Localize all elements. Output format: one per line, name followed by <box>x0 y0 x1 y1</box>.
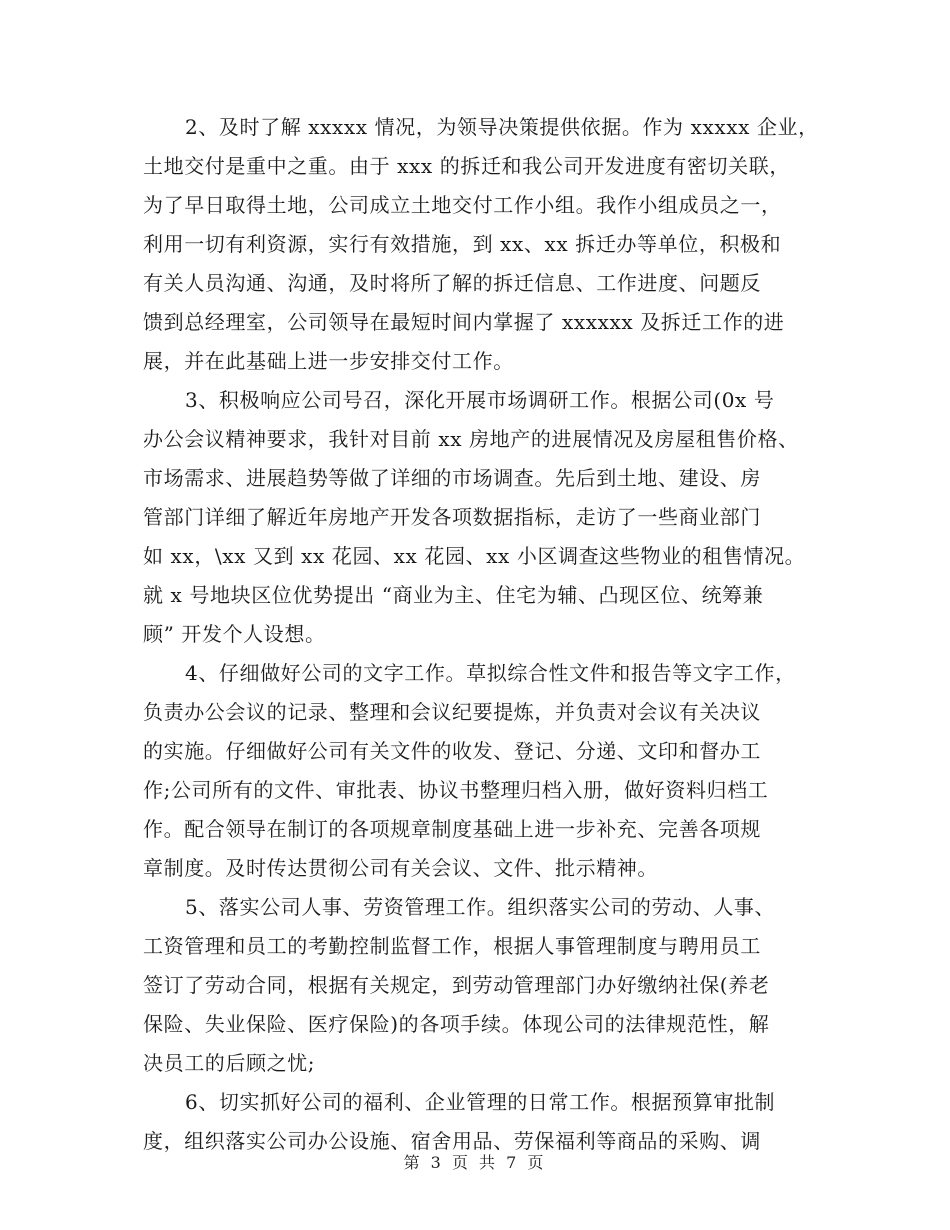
paragraph-line: 2、及时了解 xxxxx 情况，为领导决策提供依据。作为 xxxxx 企业， <box>185 115 819 139</box>
paragraph-line: 就 x 号地块区位优势提出 “商业为主、住宅为辅、凸现区位、统筹兼 <box>143 583 764 607</box>
paragraph-line: 度，组织落实公司办公设施、宿舍用品、劳保福利等商品的采购、调 <box>143 1129 761 1153</box>
page-number-footer: 第 3 页 共 7 页 <box>403 1153 547 1172</box>
paragraph-line: 土地交付是重中之重。由于 xxx 的拆迁和我公司开发进度有密切关联， <box>143 154 790 178</box>
paragraph-line: 3、积极响应公司号召，深化开展市场调研工作。根据公司(0x 号 <box>185 388 775 412</box>
paragraph-3 <box>143 654 823 888</box>
paragraph-line: 如 xx，\xx 又到 xx 花园、xx 花园、xx 小区调查这些物业的租售情况。 <box>143 544 806 568</box>
paragraph-line: 4、仔细做好公司的文字工作。草拟综合性文件和报告等文字工作， <box>185 661 796 685</box>
paragraph-line: 作。配合领导在制订的各项规章制度基础上进一步补充、完善各项规 <box>143 817 761 841</box>
paragraph-line: 办公会议精神要求，我针对目前 xx 房地产的进展情况及房屋租售价格、 <box>143 427 799 451</box>
paragraph-line: 章制度。及时传达贯彻公司有关会议、文件、批示精神。 <box>143 856 658 880</box>
paragraph-line: 工资管理和员工的考勤控制监督工作，根据人事管理制度与聘用员工 <box>143 934 761 958</box>
paragraph-line: 6、切实抓好公司的福利、企业管理的日常工作。根据预算审批制 <box>185 1090 776 1114</box>
paragraph-line: 管部门详细了解近年房地产开发各项数据指标，走访了一些商业部门 <box>143 505 761 529</box>
paragraph-line: 负责办公会议的记录、整理和会议纪要提炼，并负责对会议有关决议 <box>143 700 761 724</box>
paragraph-line: 的实施。仔细做好公司有关文件的收发、登记、分递、文印和督办工 <box>143 739 761 763</box>
paragraph-line: 签订了劳动合同，根据有关规定，到劳动管理部门办好缴纳社保(养老 <box>143 973 770 997</box>
paragraph-line: 为了早日取得土地，公司成立土地交付工作小组。我作小组成员之一， <box>143 193 782 217</box>
paragraph-line: 顾” 开发个人设想。 <box>143 622 326 646</box>
document-body <box>143 108 823 1161</box>
paragraph-line: 利用一切有利资源，实行有效措施，到 xx、xx 拆迁办等单位，积极和 <box>143 232 782 256</box>
paragraph-line: 作;公司所有的文件、审批表、协议书整理归档入册，做好资料归档工 <box>143 778 769 802</box>
paragraph-line: 展，并在此基础上进一步安排交付工作。 <box>143 349 514 373</box>
paragraph-line: 馈到总经理室，公司领导在最短时间内掌握了 xxxxxx 及拆迁工作的进 <box>143 310 785 334</box>
paragraph-line: 5、落实公司人事、劳资管理工作。组织落实公司的劳动、人事、 <box>185 895 776 919</box>
paragraph-line: 决员工的后顾之忧; <box>143 1051 316 1075</box>
paragraph-line: 市场需求、进展趋势等做了详细的市场调查。先后到土地、建设、房 <box>143 466 761 490</box>
paragraph-line: 保险、失业保险、医疗保险)的各项手续。体现公司的法律规范性，解 <box>143 1012 770 1036</box>
paragraph-line: 有关人员沟通、沟通，及时将所了解的拆迁信息、工作进度、问题反 <box>143 271 761 295</box>
paragraph-1 <box>143 108 823 381</box>
paragraph-4 <box>143 888 823 1083</box>
paragraph-2 <box>143 381 823 654</box>
